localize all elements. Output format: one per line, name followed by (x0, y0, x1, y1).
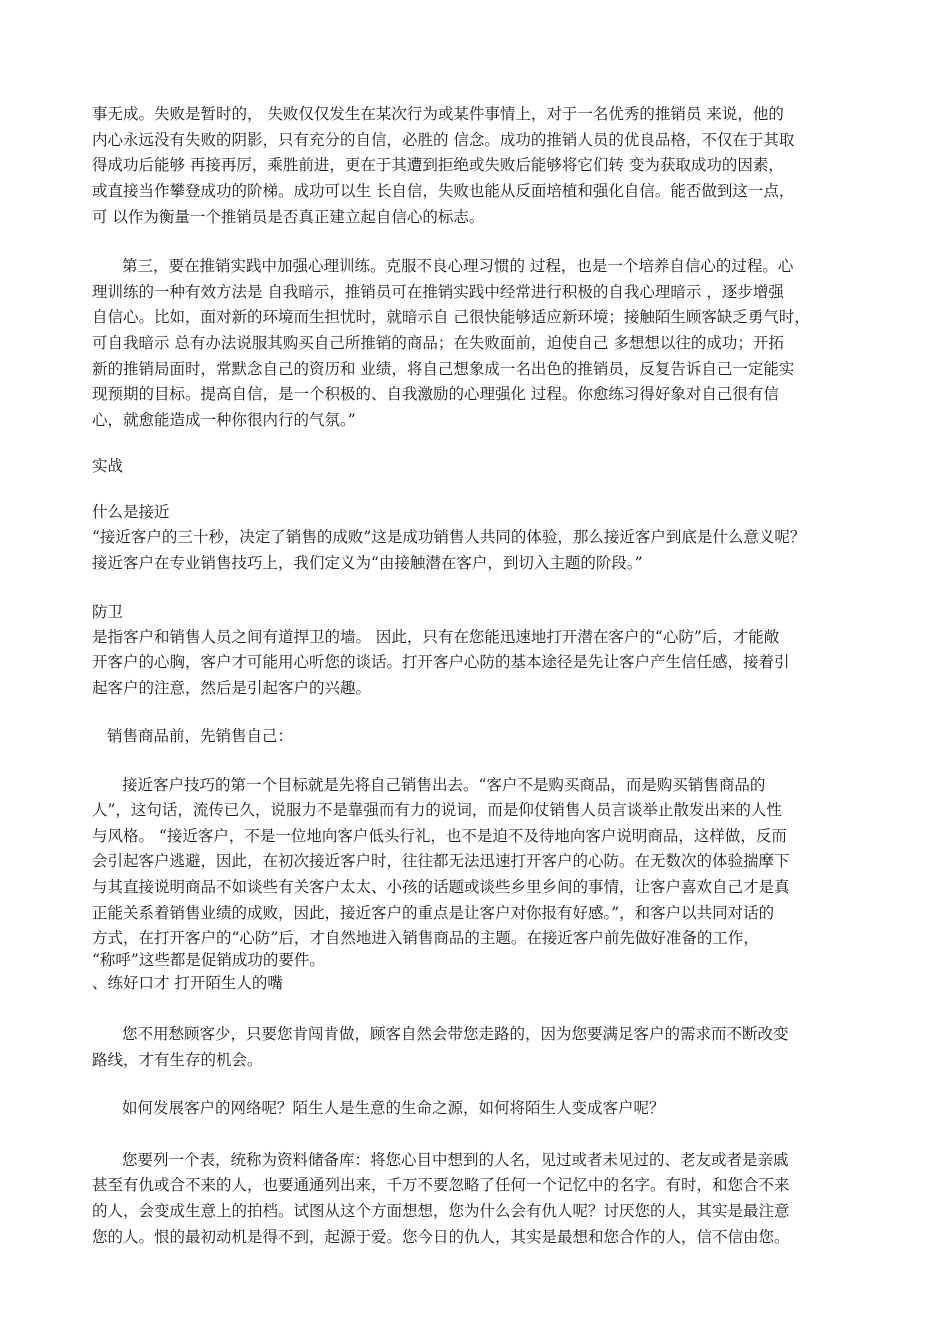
text-line: 心，就愈能造成一种你很内行的气氛。” (92, 411, 356, 429)
text-line: “称呼”这些都是促销成功的要件。 (92, 951, 325, 969)
section-heading: 实战 (92, 457, 124, 475)
text-line: 新的推销局面时，常默念自己的资历和 业绩，将自己想象成一名出色的推销员，反复告诉自己一定能实 (92, 360, 795, 378)
text-line: “接近客户的三十秒，决定了销售的成败”这是成功销售人共同的体验，那么接近客户到底是什么意义呢？ (92, 528, 806, 546)
text-line: 人”，这句话，流传已久，说服力不是靠强而有力的说词，而是仰仗销售人员言谈举止散发出来的人性 (92, 801, 782, 819)
text-line: 是指客户和销售人员之间有道捍卫的墙。 因此，只有在您能迅速地打开潜在客户的“心防”后，才能敞 (92, 628, 780, 646)
text-line: 内心永远没有失败的阴影，只有充分的自信，必胜的 信念。成功的推销人员的优良品格，不仅在于其取 (92, 131, 795, 149)
text-line: 理训练的一种有效方法是 自我暗示，推销员可在推销实践中经常进行积极的自我心理暗示 ，逐步增强 (92, 283, 784, 301)
text-line: 甚至有仇或合不来的人，也要通通列出来，千万不要忽略了任何一个记忆中的名字。有时，和您合不来 (92, 1176, 790, 1194)
section-heading: 防卫 (92, 603, 124, 621)
section-heading: 销售商品前，先销售自己： (107, 727, 294, 745)
text-line: 接近客户技巧的第一个目标就是先将自己销售出去。“客户不是购买商品，而是购买销售商品的 (122, 776, 766, 794)
text-line: 路线，才有生存的机会。 (92, 1051, 263, 1069)
text-line: 或直接当作攀登成功的阶梯。成功可以生 长自信，失败也能从反面培植和强化自信。能否做到这一点， (92, 182, 795, 200)
text-line: 会引起客户逃避，因此，在初次接近客户时，往往都无法迅速打开客户的心防。在无数次的体验揣摩下 (92, 852, 790, 870)
section-heading: 、练好口才 打开陌生人的嘴 (92, 974, 283, 992)
text-line: 与风格。 “接近客户，不是一位地向客户低头行礼，也不是迫不及待地向客户说明商品，这样做，反而 (92, 827, 787, 845)
section-heading: 什么是接近 (92, 503, 170, 521)
text-line: 您不用愁顾客少，只要您肯闯肯做，顾客自然会带您走路的，因为您要满足客户的需求而不断改变 (122, 1025, 789, 1043)
text-line: 如何发展客户的网络呢？陌生人是生意的生命之源，如何将陌生人变成客户呢？ (122, 1099, 665, 1117)
text-line: 的人，会变成生意上的拍档。试图从这个方面想想，您为什么会有仇人呢？讨厌您的人，其实是最注意 (92, 1202, 790, 1220)
text-line: 方式，在打开客户的“心防”后，才自然地进入销售商品的主题。在接近客户前先做好准备的工作， (92, 929, 759, 947)
text-line: 起客户的注意，然后是引起客户的兴趣。 (92, 679, 372, 697)
text-line: 事无成。失败是暂时的， 失败仅仅发生在某次行为或某件事情上，对于一名优秀的推销员 来说，他的 (92, 105, 784, 123)
text-line: 可 以作为衡量一个推销员是否真正建立起自信心的标志。 (92, 208, 485, 226)
text-line: 开客户的心胸，客户才可能用心听您的谈话。打开客户心防的基本途径是先让客户产生信任感，接着引 (92, 653, 790, 671)
text-line: 与其直接说明商品不如谈些有关客户太太、小孩的话题或谈些乡里乡间的事情，让客户喜欢自己才是真 (92, 878, 790, 896)
text-line: 您要列一个表，统称为资料储备库：将您心目中想到的人名，见过或者未见过的、老友或者是亲戚 (122, 1151, 789, 1169)
text-line: 现预期的目标。提高自信，是一个积极的、自我激励的心理强化 过程。你愈练习得好象对自己很有信 (92, 385, 779, 403)
text-line: 正能关系着销售业绩的成败，因此，接近客户的重点是让客户对你报有好感。”，和客户以共同对话的 (92, 904, 775, 922)
text-line: 接近客户在专业销售技巧上，我们定义为“由接触潜在客户，到切入主题的阶段。” (92, 554, 643, 572)
text-line: 您的人。恨的最初动机是得不到，起源于爱。您今日的仇人，其实是最想和您合作的人，信不信由您。 (92, 1228, 790, 1246)
text-line: 得成功后能够 再接再厉，乘胜前进，更在于其遭到拒绝或失败后能够将它们转 变为获取成功的因素， (92, 156, 784, 174)
text-line: 自信心。比如，面对新的环境而生担忧时，就暗示自 己很快能够适应新环境；接触陌生顾客缺乏勇气时， (92, 308, 810, 326)
text-line: 第三，要在推销实践中加强心理训练。克服不良心理习惯的 过程，也是一个培养自信心的过程。心 (122, 257, 794, 275)
text-line: 可自我暗示 总有办法说服其购买自己所推销的商品；在失败面前，迫使自己 多想想以往的成功；开拓 (92, 334, 784, 352)
